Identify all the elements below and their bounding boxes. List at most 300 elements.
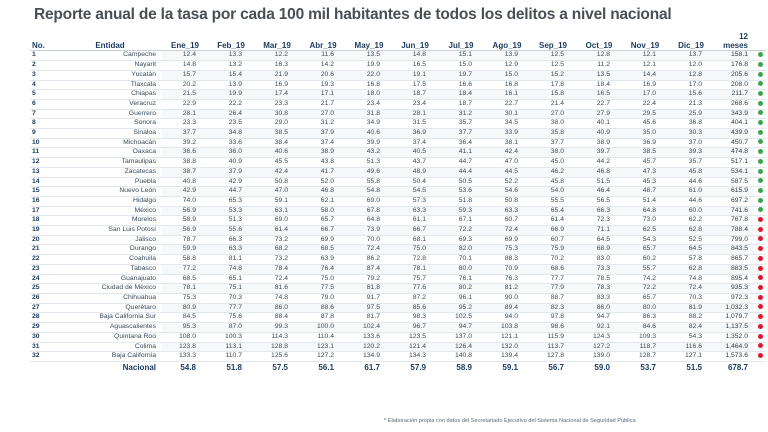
month-value: 52.2 bbox=[484, 177, 530, 187]
month-value: 54.5 bbox=[392, 187, 438, 197]
row-number: 10 bbox=[30, 138, 58, 148]
table-row bbox=[30, 129, 766, 139]
month-value: 22.9 bbox=[162, 99, 208, 109]
month-value: 42.4 bbox=[254, 167, 300, 177]
state-name: Puebla bbox=[58, 177, 162, 187]
month-value: 90.0 bbox=[484, 293, 530, 303]
month-value: 98.6 bbox=[530, 323, 576, 333]
month-value: 14.8 bbox=[392, 51, 438, 61]
header-month: Sep_19 bbox=[530, 33, 576, 51]
month-value: 68.9 bbox=[576, 245, 622, 255]
month-value: 16.9 bbox=[254, 80, 300, 90]
month-value: 76.4 bbox=[300, 264, 346, 274]
table-row bbox=[30, 109, 766, 119]
month-value: 78.1 bbox=[392, 264, 438, 274]
month-value: 49.6 bbox=[346, 167, 392, 177]
month-value: 87.8 bbox=[300, 313, 346, 323]
status-cell bbox=[754, 323, 766, 333]
status-cell bbox=[754, 352, 766, 362]
month-value: 42.4 bbox=[484, 148, 530, 158]
month-value: 31.2 bbox=[300, 119, 346, 129]
month-value: 75.3 bbox=[162, 293, 208, 303]
table-row bbox=[30, 148, 766, 158]
month-value: 14.8 bbox=[162, 61, 208, 71]
month-value: 61.1 bbox=[392, 216, 438, 226]
month-value: 133.3 bbox=[162, 352, 208, 362]
month-value: 20.6 bbox=[300, 70, 346, 80]
below-average-dot-icon bbox=[758, 72, 763, 77]
annual-total: 1,137.5 bbox=[714, 323, 754, 333]
total-value: 59.0 bbox=[576, 361, 622, 374]
month-value: 45.8 bbox=[530, 177, 576, 187]
row-number: 31 bbox=[30, 342, 58, 352]
above-average-dot-icon bbox=[758, 295, 763, 300]
annual-total: 517.1 bbox=[714, 158, 754, 168]
above-average-dot-icon bbox=[758, 246, 763, 251]
month-value: 134.3 bbox=[392, 352, 438, 362]
month-value: 62.2 bbox=[668, 216, 714, 226]
month-value: 33.9 bbox=[484, 129, 530, 139]
month-value: 86.3 bbox=[622, 313, 668, 323]
row-number: 30 bbox=[30, 332, 58, 342]
row-number: 16 bbox=[30, 196, 58, 206]
month-value: 15.1 bbox=[438, 51, 484, 61]
annual-total: 843.5 bbox=[714, 245, 754, 255]
month-value: 39.2 bbox=[162, 138, 208, 148]
month-value: 37.9 bbox=[300, 129, 346, 139]
month-value: 114.3 bbox=[254, 332, 300, 342]
month-value: 113.1 bbox=[208, 342, 254, 352]
month-value: 68.6 bbox=[530, 264, 576, 274]
total-value: 51.8 bbox=[208, 361, 254, 374]
annual-total: 799.0 bbox=[714, 235, 754, 245]
row-number: 9 bbox=[30, 129, 58, 139]
month-value: 38.9 bbox=[300, 148, 346, 158]
month-value: 15.6 bbox=[668, 90, 714, 100]
month-value: 13.9 bbox=[484, 51, 530, 61]
month-value: 63.9 bbox=[300, 255, 346, 265]
status-cell bbox=[754, 129, 766, 139]
month-value: 21.9 bbox=[254, 70, 300, 80]
month-value: 85.6 bbox=[392, 303, 438, 313]
state-name: Durango bbox=[58, 245, 162, 255]
header-month: Mar_19 bbox=[254, 33, 300, 51]
annual-total: 1,352.0 bbox=[714, 332, 754, 342]
month-value: 48.9 bbox=[392, 167, 438, 177]
month-value: 77.9 bbox=[530, 284, 576, 294]
month-value: 38.8 bbox=[162, 158, 208, 168]
annual-total: 895.4 bbox=[714, 274, 754, 284]
month-value: 69.9 bbox=[484, 235, 530, 245]
total-value: 58.9 bbox=[438, 361, 484, 374]
month-value: 123.8 bbox=[162, 342, 208, 352]
row-number: 25 bbox=[30, 284, 58, 294]
month-value: 22.4 bbox=[622, 99, 668, 109]
table-row bbox=[30, 158, 766, 168]
month-value: 27.0 bbox=[530, 109, 576, 119]
month-value: 15.4 bbox=[208, 70, 254, 80]
table-row bbox=[30, 323, 766, 333]
month-value: 75.6 bbox=[208, 313, 254, 323]
month-value: 69.0 bbox=[254, 216, 300, 226]
month-value: 64.5 bbox=[576, 235, 622, 245]
month-value: 43.2 bbox=[346, 148, 392, 158]
month-value: 20.2 bbox=[162, 80, 208, 90]
row-number: 11 bbox=[30, 148, 58, 158]
row-number: 1 bbox=[30, 51, 58, 61]
month-value: 96.1 bbox=[438, 293, 484, 303]
month-value: 79.0 bbox=[300, 293, 346, 303]
month-value: 69.9 bbox=[300, 235, 346, 245]
above-average-dot-icon bbox=[758, 227, 763, 232]
table-row bbox=[30, 70, 766, 80]
table-row bbox=[30, 255, 766, 265]
month-value: 70.1 bbox=[438, 255, 484, 265]
month-value: 13.5 bbox=[576, 70, 622, 80]
annual-total: 788.4 bbox=[714, 226, 754, 236]
state-name: Morelos bbox=[58, 216, 162, 226]
state-name: México bbox=[58, 206, 162, 216]
month-value: 61.4 bbox=[254, 226, 300, 236]
month-value: 73.9 bbox=[346, 226, 392, 236]
month-value: 70.2 bbox=[530, 255, 576, 265]
crime-rate-table bbox=[30, 33, 766, 374]
month-value: 110.4 bbox=[300, 332, 346, 342]
month-value: 36.0 bbox=[208, 148, 254, 158]
month-value: 50.8 bbox=[254, 177, 300, 187]
state-name: Chiapas bbox=[58, 90, 162, 100]
month-value: 19.9 bbox=[346, 61, 392, 71]
month-value: 127.2 bbox=[300, 352, 346, 362]
header-month: May_19 bbox=[346, 33, 392, 51]
state-name: Quintana Roo bbox=[58, 332, 162, 342]
month-value: 34.8 bbox=[208, 129, 254, 139]
above-average-dot-icon bbox=[758, 266, 763, 271]
month-value: 72.8 bbox=[392, 255, 438, 265]
month-value: 16.3 bbox=[254, 61, 300, 71]
header-month: Jun_19 bbox=[392, 33, 438, 51]
month-value: 59.1 bbox=[254, 196, 300, 206]
total-value: 59.1 bbox=[484, 361, 530, 374]
month-value: 88.7 bbox=[530, 293, 576, 303]
month-value: 43.8 bbox=[300, 158, 346, 168]
month-value: 29.0 bbox=[254, 119, 300, 129]
above-average-dot-icon bbox=[758, 343, 763, 348]
month-value: 16.5 bbox=[392, 61, 438, 71]
annual-total: 450.7 bbox=[714, 138, 754, 148]
month-value: 37.7 bbox=[438, 129, 484, 139]
header-12-meses: 12 meses bbox=[714, 33, 754, 51]
above-average-dot-icon bbox=[758, 217, 763, 222]
month-value: 22.7 bbox=[576, 99, 622, 109]
month-value: 77.6 bbox=[392, 284, 438, 294]
month-value: 38.5 bbox=[254, 129, 300, 139]
month-value: 15.8 bbox=[530, 90, 576, 100]
month-value: 45.5 bbox=[254, 158, 300, 168]
status-cell bbox=[754, 284, 766, 294]
row-number: 14 bbox=[30, 177, 58, 187]
month-value: 27.9 bbox=[576, 109, 622, 119]
status-cell bbox=[754, 177, 766, 187]
month-value: 35.7 bbox=[668, 158, 714, 168]
header-month: Oct_19 bbox=[576, 33, 622, 51]
status-cell bbox=[754, 206, 766, 216]
month-value: 125.6 bbox=[254, 352, 300, 362]
month-value: 44.5 bbox=[484, 167, 530, 177]
month-value: 29.5 bbox=[622, 109, 668, 119]
status-cell bbox=[754, 99, 766, 109]
month-value: 70.3 bbox=[668, 293, 714, 303]
month-value: 89.4 bbox=[484, 303, 530, 313]
month-value: 55.7 bbox=[622, 264, 668, 274]
row-number: 12 bbox=[30, 158, 58, 168]
status-cell bbox=[754, 235, 766, 245]
status-cell bbox=[754, 90, 766, 100]
total-value: 56.7 bbox=[530, 361, 576, 374]
state-name: Nuevo León bbox=[58, 187, 162, 197]
month-value: 66.3 bbox=[208, 235, 254, 245]
month-value: 50.5 bbox=[438, 177, 484, 187]
annual-total: 587.5 bbox=[714, 177, 754, 187]
month-value: 81.1 bbox=[208, 255, 254, 265]
month-value: 86.0 bbox=[576, 303, 622, 313]
month-value: 121.1 bbox=[484, 332, 530, 342]
month-value: 69.3 bbox=[438, 235, 484, 245]
month-value: 77.7 bbox=[208, 303, 254, 313]
month-value: 72.4 bbox=[254, 274, 300, 284]
month-value: 60.7 bbox=[484, 216, 530, 226]
table-row bbox=[30, 167, 766, 177]
state-name: Michoacán bbox=[58, 138, 162, 148]
month-value: 74.2 bbox=[622, 274, 668, 284]
below-average-dot-icon bbox=[758, 110, 763, 115]
month-value: 134.9 bbox=[346, 352, 392, 362]
month-value: 16.6 bbox=[438, 80, 484, 90]
month-value: 17.8 bbox=[530, 80, 576, 90]
row-number: 29 bbox=[30, 323, 58, 333]
month-value: 132.0 bbox=[484, 342, 530, 352]
state-name: Coahuila bbox=[58, 255, 162, 265]
table-row bbox=[30, 235, 766, 245]
table-row bbox=[30, 352, 766, 362]
month-value: 99.3 bbox=[254, 323, 300, 333]
source-note: * Elaboración propia con datos del Secretariado Ejecutivo del Sistema Nacional de Seguridad Pública bbox=[384, 418, 636, 424]
month-value: 40.8 bbox=[162, 177, 208, 187]
month-value: 62.1 bbox=[300, 196, 346, 206]
header-month: Abr_19 bbox=[300, 33, 346, 51]
below-average-dot-icon bbox=[758, 169, 763, 174]
month-value: 68.5 bbox=[162, 274, 208, 284]
month-value: 65.1 bbox=[208, 274, 254, 284]
state-name: Oaxaca bbox=[58, 148, 162, 158]
month-value: 137.0 bbox=[438, 332, 484, 342]
month-value: 38.0 bbox=[530, 148, 576, 158]
month-value: 31.5 bbox=[392, 119, 438, 129]
state-name: Veracruz bbox=[58, 99, 162, 109]
month-value: 37.4 bbox=[300, 138, 346, 148]
month-value: 44.6 bbox=[668, 177, 714, 187]
month-value: 37.7 bbox=[530, 138, 576, 148]
month-value: 15.2 bbox=[530, 70, 576, 80]
month-value: 82.3 bbox=[530, 303, 576, 313]
month-value: 17.1 bbox=[300, 90, 346, 100]
header-month: Ene_19 bbox=[162, 33, 208, 51]
below-average-dot-icon bbox=[758, 149, 763, 154]
status-cell bbox=[754, 255, 766, 265]
month-value: 54.3 bbox=[668, 332, 714, 342]
status-cell bbox=[754, 70, 766, 80]
month-value: 40.5 bbox=[392, 148, 438, 158]
status-cell bbox=[754, 245, 766, 255]
month-value: 68.1 bbox=[392, 235, 438, 245]
month-value: 14.4 bbox=[622, 70, 668, 80]
table-row bbox=[30, 226, 766, 236]
month-value: 46.8 bbox=[300, 187, 346, 197]
month-value: 124.3 bbox=[576, 332, 622, 342]
table-row bbox=[30, 245, 766, 255]
state-name: Chihuahua bbox=[58, 293, 162, 303]
month-value: 19.3 bbox=[300, 80, 346, 90]
month-value: 72.4 bbox=[484, 226, 530, 236]
month-value: 88.6 bbox=[300, 303, 346, 313]
table-row bbox=[30, 303, 766, 313]
row-number: 28 bbox=[30, 313, 58, 323]
month-value: 45.0 bbox=[530, 158, 576, 168]
row-number: 21 bbox=[30, 245, 58, 255]
month-value: 12.1 bbox=[622, 51, 668, 61]
row-number: 13 bbox=[30, 167, 58, 177]
month-value: 72.2 bbox=[622, 284, 668, 294]
annual-total: 883.5 bbox=[714, 264, 754, 274]
month-value: 36.9 bbox=[392, 129, 438, 139]
month-value: 84.5 bbox=[162, 313, 208, 323]
table-row bbox=[30, 274, 766, 284]
below-average-dot-icon bbox=[758, 207, 763, 212]
month-value: 81.2 bbox=[484, 284, 530, 294]
month-value: 96.7 bbox=[392, 323, 438, 333]
month-value: 100.3 bbox=[208, 332, 254, 342]
month-value: 43.7 bbox=[392, 158, 438, 168]
month-value: 12.0 bbox=[668, 61, 714, 71]
month-value: 17.5 bbox=[392, 80, 438, 90]
month-value: 48.7 bbox=[622, 187, 668, 197]
month-value: 38.4 bbox=[254, 138, 300, 148]
month-value: 23.4 bbox=[346, 99, 392, 109]
month-value: 58.9 bbox=[162, 216, 208, 226]
month-value: 44.4 bbox=[438, 167, 484, 177]
table-row bbox=[30, 177, 766, 187]
month-value: 28.1 bbox=[392, 109, 438, 119]
month-value: 34.5 bbox=[484, 119, 530, 129]
month-value: 44.7 bbox=[208, 187, 254, 197]
month-value: 37.7 bbox=[162, 129, 208, 139]
annual-total: 176.8 bbox=[714, 61, 754, 71]
table-row bbox=[30, 61, 766, 71]
table-row bbox=[30, 206, 766, 216]
below-average-dot-icon bbox=[758, 159, 763, 164]
month-value: 75.9 bbox=[530, 245, 576, 255]
table-row bbox=[30, 90, 766, 100]
below-average-dot-icon bbox=[758, 130, 763, 135]
month-value: 21.4 bbox=[530, 99, 576, 109]
total-value: 61.7 bbox=[346, 361, 392, 374]
month-value: 13.5 bbox=[346, 51, 392, 61]
month-value: 54.6 bbox=[484, 187, 530, 197]
month-value: 74.8 bbox=[254, 293, 300, 303]
state-name: Sonora bbox=[58, 119, 162, 129]
status-cell bbox=[754, 80, 766, 90]
month-value: 70.9 bbox=[484, 264, 530, 274]
month-value: 63.1 bbox=[254, 206, 300, 216]
month-value: 46.2 bbox=[530, 167, 576, 177]
month-value: 15.7 bbox=[162, 70, 208, 80]
month-value: 42.9 bbox=[208, 177, 254, 187]
month-value: 33.6 bbox=[208, 138, 254, 148]
table-row bbox=[30, 119, 766, 129]
status-cell bbox=[754, 138, 766, 148]
month-value: 92.1 bbox=[576, 323, 622, 333]
month-value: 12.9 bbox=[484, 61, 530, 71]
month-value: 74.8 bbox=[208, 264, 254, 274]
month-value: 16.8 bbox=[346, 80, 392, 90]
month-value: 59.3 bbox=[438, 206, 484, 216]
above-average-dot-icon bbox=[758, 353, 763, 358]
month-value: 44.7 bbox=[438, 158, 484, 168]
status-cell bbox=[754, 119, 766, 129]
table-row bbox=[30, 293, 766, 303]
row-number: 32 bbox=[30, 352, 58, 362]
table-row bbox=[30, 51, 766, 61]
month-value: 103.8 bbox=[484, 323, 530, 333]
month-value: 73.3 bbox=[576, 264, 622, 274]
annual-total: 158.1 bbox=[714, 51, 754, 61]
above-average-dot-icon bbox=[758, 304, 763, 309]
month-value: 41.7 bbox=[300, 167, 346, 177]
annual-total: 534.1 bbox=[714, 167, 754, 177]
state-name: Guerrero bbox=[58, 109, 162, 119]
month-value: 66.7 bbox=[392, 226, 438, 236]
month-value: 18.7 bbox=[438, 99, 484, 109]
month-value: 81.9 bbox=[668, 303, 714, 313]
month-value: 22.0 bbox=[346, 70, 392, 80]
month-value: 72.2 bbox=[438, 226, 484, 236]
month-value: 98.3 bbox=[392, 313, 438, 323]
month-value: 36.4 bbox=[438, 138, 484, 148]
state-name: Hidalgo bbox=[58, 196, 162, 206]
month-value: 128.7 bbox=[622, 352, 668, 362]
table-row bbox=[30, 196, 766, 206]
state-name: Guanajuato bbox=[58, 274, 162, 284]
annual-total: 767.8 bbox=[714, 216, 754, 226]
table-row bbox=[30, 332, 766, 342]
above-average-dot-icon bbox=[758, 256, 763, 261]
below-average-dot-icon bbox=[758, 81, 763, 86]
month-value: 38.9 bbox=[576, 138, 622, 148]
month-value: 19.1 bbox=[392, 70, 438, 80]
month-value: 54.0 bbox=[530, 187, 576, 197]
annual-total: 404.1 bbox=[714, 119, 754, 129]
month-value: 91.7 bbox=[346, 293, 392, 303]
below-average-dot-icon bbox=[758, 198, 763, 203]
month-value: 78.5 bbox=[576, 274, 622, 284]
month-value: 30.8 bbox=[254, 109, 300, 119]
status-cell bbox=[754, 332, 766, 342]
month-value: 139.0 bbox=[576, 352, 622, 362]
month-value: 87.4 bbox=[346, 264, 392, 274]
month-value: 83.0 bbox=[576, 255, 622, 265]
month-value: 31.8 bbox=[346, 109, 392, 119]
status-cell bbox=[754, 216, 766, 226]
